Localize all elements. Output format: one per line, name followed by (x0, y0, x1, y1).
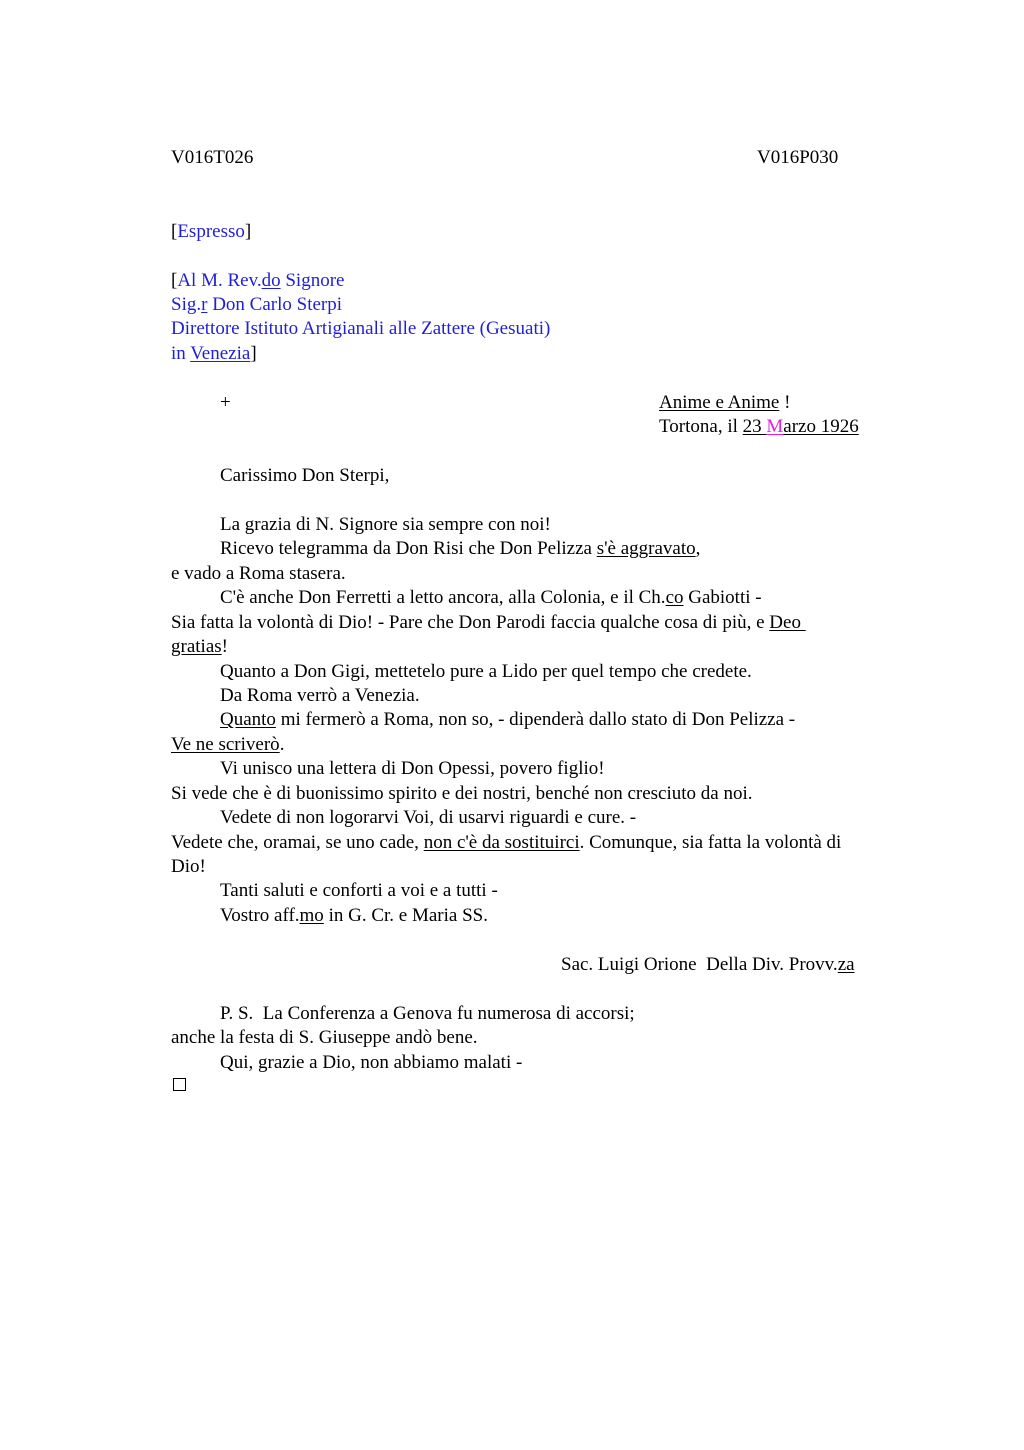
body-line: Da Roma verrò a Venezia. (220, 685, 420, 706)
body-line: Ricevo telegramma da Don Risi che Don Pelizza s'è aggravato, (220, 538, 701, 559)
body-line: gratias! (171, 636, 228, 657)
address-line-2: Sig.r Don Carlo Sterpi (171, 294, 343, 315)
document-code-left: V016T026 (171, 147, 254, 168)
address-line-1: [Al M. Rev.do Signore (171, 270, 345, 291)
body-line: Quanto a Don Gigi, mettetelo pure a Lido per quel tempo che credete. (220, 661, 752, 682)
cross-mark: + (220, 392, 231, 413)
body-line: Sia fatta la volontà di Dio! - Pare che Don Parodi faccia qualche cosa di più, e Deo (171, 612, 806, 633)
end-mark-square (173, 1078, 186, 1091)
address-line-3: Direttore Istituto Artigianali alle Zattere (Gesuati) (171, 318, 551, 339)
postscript-line: P. S. La Conferenza a Genova fu numerosa di accorsi; (220, 1003, 635, 1024)
body-line: C'è anche Don Ferretti a letto ancora, alla Colonia, e il Ch.co Gabiotti - (220, 587, 762, 608)
dateline: Tortona, il 23 Marzo 1926 (659, 416, 859, 437)
salutation: Carissimo Don Sterpi, (220, 465, 390, 486)
document-code-right: V016P030 (757, 147, 839, 168)
postscript-line: Qui, grazie a Dio, non abbiamo malati - (220, 1052, 523, 1073)
body-line: e vado a Roma stasera. (171, 563, 346, 584)
body-line: Ve ne scriverò. (171, 734, 285, 755)
body-line: Vedete che, oramai, se uno cade, non c'è da sostituirci. Comunque, sia fatta la volontà di (171, 832, 842, 853)
body-line: Quanto mi fermerò a Roma, non so, - dipenderà dallo stato di Don Pelizza - (220, 709, 796, 730)
closing-line: Vostro aff.mo in G. Cr. e Maria SS. (220, 905, 488, 926)
body-line: Tanti saluti e conforti a voi e a tutti - (220, 880, 498, 901)
body-line: Vi unisco una lettera di Don Opessi, povero figlio! (220, 758, 605, 779)
postscript-line: anche la festa di S. Giuseppe andò bene. (171, 1027, 478, 1048)
address-line-4: in Venezia] (171, 343, 257, 364)
motto: Anime e Anime ! (659, 392, 791, 413)
body-line: Dio! (171, 856, 206, 877)
body-line: Si vede che è di buonissimo spirito e dei nostri, benché non cresciuto da noi. (171, 783, 753, 804)
body-line: La grazia di N. Signore sia sempre con noi! (220, 514, 551, 535)
signature: Sac. Luigi Orione Della Div. Provv.za (561, 954, 855, 975)
body-line: Vedete di non logorarvi Voi, di usarvi riguardi e cure. - (220, 807, 637, 828)
delivery-note: [Espresso] (171, 221, 252, 242)
